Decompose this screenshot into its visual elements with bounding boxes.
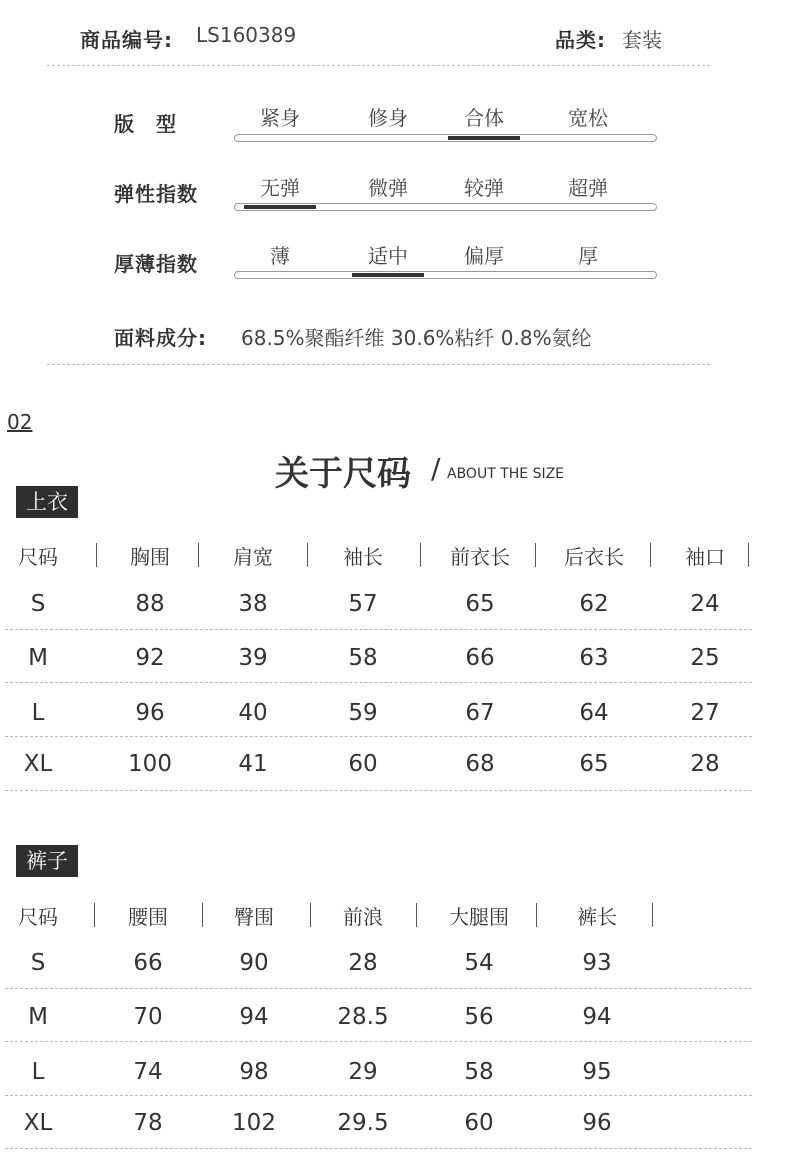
attribute-option: 薄: [270, 244, 290, 268]
pants-badge: 裤子: [16, 845, 78, 877]
size-cell: M: [28, 645, 48, 671]
table-header: 腰围: [128, 905, 168, 929]
row-divider: [5, 1148, 752, 1149]
section-title: 关于尺码: [275, 454, 411, 494]
measurement-cell: 92: [135, 645, 165, 671]
measurement-cell: 28: [690, 751, 720, 777]
table-header: 裤长: [577, 905, 617, 929]
row-divider: [5, 682, 752, 683]
column-separator: [650, 543, 651, 567]
attribute-option: 较弹: [464, 176, 504, 200]
measurement-cell: 24: [690, 591, 720, 617]
section-title-slash: /: [431, 452, 441, 485]
divider: [47, 65, 710, 66]
table-header: 尺码: [18, 545, 58, 569]
row-divider: [5, 736, 752, 737]
attribute-option: 合体: [464, 106, 504, 130]
size-cell: XL: [23, 751, 53, 777]
table-header: 后衣长: [564, 545, 624, 569]
size-cell: L: [31, 700, 45, 726]
measurement-cell: 65: [579, 751, 609, 777]
measurement-cell: 29: [348, 1059, 378, 1085]
measurement-cell: 95: [582, 1059, 612, 1085]
measurement-cell: 54: [464, 950, 494, 976]
measurement-cell: 41: [238, 751, 268, 777]
column-separator: [652, 903, 653, 927]
measurement-cell: 98: [239, 1059, 269, 1085]
attribute-selected-marker: [448, 136, 520, 140]
attribute-option: 超弹: [568, 176, 608, 200]
fabric-label: 面料成分:: [114, 326, 207, 350]
attribute-label: 弹性指数: [114, 182, 198, 206]
table-header: 袖长: [343, 545, 383, 569]
measurement-cell: 27: [690, 700, 720, 726]
measurement-cell: 90: [239, 950, 269, 976]
column-separator: [416, 903, 417, 927]
measurement-cell: 38: [238, 591, 268, 617]
measurement-cell: 100: [128, 751, 172, 777]
measurement-cell: 93: [582, 950, 612, 976]
measurement-cell: 68: [465, 751, 495, 777]
column-separator: [198, 543, 199, 567]
attribute-selected-marker: [244, 205, 316, 209]
row-divider: [5, 988, 752, 989]
column-separator: [94, 903, 95, 927]
column-separator: [420, 543, 421, 567]
measurement-cell: 57: [348, 591, 378, 617]
measurement-cell: 66: [133, 950, 163, 976]
attribute-label: 版 型: [114, 112, 177, 136]
measurement-cell: 94: [239, 1004, 269, 1030]
table-header: 前衣长: [450, 545, 510, 569]
attribute-option: 宽松: [568, 106, 608, 130]
measurement-cell: 66: [465, 645, 495, 671]
column-separator: [310, 903, 311, 927]
measurement-cell: 70: [133, 1004, 163, 1030]
measurement-cell: 62: [579, 591, 609, 617]
measurement-cell: 102: [232, 1110, 276, 1136]
measurement-cell: 59: [348, 700, 378, 726]
size-cell: S: [30, 591, 46, 617]
measurement-cell: 39: [238, 645, 268, 671]
attribute-option: 微弹: [368, 176, 408, 200]
table-header: 胸围: [130, 545, 170, 569]
measurement-cell: 25: [690, 645, 720, 671]
category-label: 品类:: [555, 28, 606, 52]
measurement-cell: 88: [135, 591, 165, 617]
section-number: 02: [7, 410, 33, 434]
measurement-cell: 96: [582, 1110, 612, 1136]
divider: [47, 364, 710, 365]
measurement-cell: 64: [579, 700, 609, 726]
column-separator: [307, 543, 308, 567]
product-code-label: 商品编号:: [80, 28, 173, 52]
attribute-selected-marker: [352, 273, 424, 277]
table-header: 大腿围: [449, 905, 509, 929]
size-cell: M: [28, 1004, 48, 1030]
attribute-option: 修身: [368, 106, 408, 130]
size-cell: S: [30, 950, 46, 976]
column-separator: [202, 903, 203, 927]
column-separator: [536, 903, 537, 927]
column-separator: [748, 543, 749, 567]
measurement-cell: 60: [464, 1110, 494, 1136]
measurement-cell: 58: [464, 1059, 494, 1085]
measurement-cell: 29.5: [337, 1110, 389, 1136]
table-header: 前浪: [343, 905, 383, 929]
size-cell: L: [31, 1059, 45, 1085]
attribute-option: 适中: [368, 244, 408, 268]
row-divider: [5, 1095, 752, 1096]
table-header: 尺码: [18, 905, 58, 929]
measurement-cell: 74: [133, 1059, 163, 1085]
measurement-cell: 56: [464, 1004, 494, 1030]
measurement-cell: 28.5: [337, 1004, 389, 1030]
row-divider: [5, 629, 752, 630]
measurement-cell: 94: [582, 1004, 612, 1030]
size-cell: XL: [23, 1110, 53, 1136]
measurement-cell: 28: [348, 950, 378, 976]
measurement-cell: 60: [348, 751, 378, 777]
measurement-cell: 63: [579, 645, 609, 671]
attribute-option: 紧身: [260, 106, 300, 130]
section-title-en: ABOUT THE SIZE: [447, 466, 565, 482]
attribute-option: 无弹: [260, 176, 300, 200]
attribute-label: 厚薄指数: [114, 252, 198, 276]
top-badge: 上衣: [16, 486, 78, 518]
measurement-cell: 67: [465, 700, 495, 726]
product-code-value: LS160389: [196, 23, 297, 47]
table-header: 袖口: [685, 545, 725, 569]
measurement-cell: 40: [238, 700, 268, 726]
measurement-cell: 65: [465, 591, 495, 617]
attribute-scale-track: [234, 134, 657, 142]
table-header: 臀围: [234, 905, 274, 929]
row-divider: [5, 790, 752, 791]
column-separator: [535, 543, 536, 567]
measurement-cell: 58: [348, 645, 378, 671]
attribute-option: 厚: [578, 244, 598, 268]
category-value: 套装: [622, 28, 662, 52]
row-divider: [5, 1041, 752, 1042]
table-header: 肩宽: [233, 545, 273, 569]
measurement-cell: 78: [133, 1110, 163, 1136]
fabric-value: 68.5%聚酯纤维 30.6%粘纤 0.8%氨纶: [241, 326, 592, 350]
measurement-cell: 96: [135, 700, 165, 726]
attribute-scale-track: [234, 271, 657, 279]
column-separator: [96, 543, 97, 567]
attribute-option: 偏厚: [464, 244, 504, 268]
